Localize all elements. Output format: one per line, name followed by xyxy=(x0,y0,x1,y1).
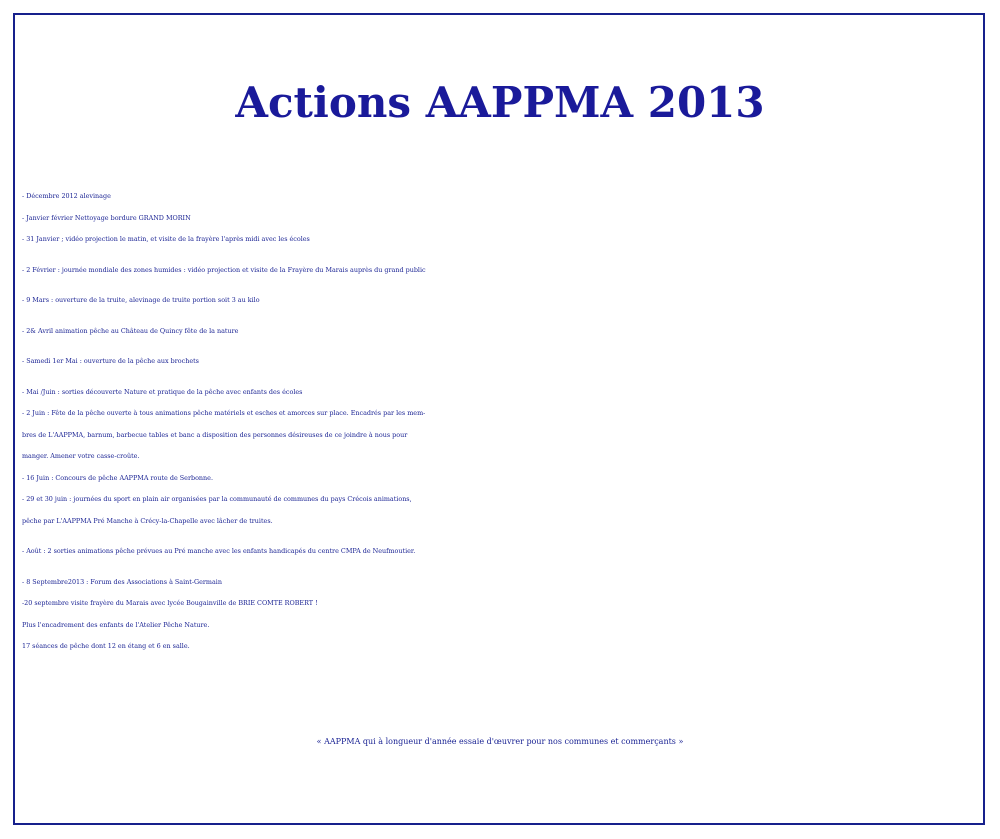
actions-list xyxy=(22,186,982,658)
list-item: - 9 Mars : ouverture de la truite, alevinage de truite portion soit 3 au kilo xyxy=(22,296,260,304)
page-title: Actions AAPPMA 2013 xyxy=(235,78,765,127)
list-item: -20 septembre visite frayère du Marais avec lycée Bougainville de BRIE COMTE ROBERT ! xyxy=(22,599,318,607)
list-item: - 8 Septembre2013 : Forum des Associations à Saint-Germain xyxy=(22,577,222,586)
closing-quote: « AAPPMA qui à longueur d'année essaie d'œuvrer pour nos communes et commerçants » xyxy=(316,737,684,746)
list-item: - Janvier février Nettoyage bordure GRAND MORIN xyxy=(22,213,191,222)
list-item: Plus l'encadrement des enfants de l'Atelier Pêche Nature. xyxy=(22,620,210,629)
list-item: - Mai /Juin : sorties découverte Nature et pratique de la pêche avec enfants des écoles xyxy=(22,387,303,396)
list-item: 17 séances de pêche dont 12 en étang et 6 en salle. xyxy=(22,642,190,650)
list-item: - 16 Juin : Concours de pêche AAPPMA route de Serbonne. xyxy=(22,473,213,482)
list-item: - Samedi 1er Mai : ouverture de la pêche aux brochets xyxy=(22,357,199,365)
list-item: - 31 Janvier ; vidéo projection le matin, et visite de la frayère l'après midi avec les écoles xyxy=(22,235,310,243)
list-item: pêche par L'AAPPMA Pré Manche à Crécy-la-Chapelle avec lâcher de truites. xyxy=(22,516,273,525)
list-item: manger. Amener votre casse-croûte. xyxy=(22,452,140,460)
list-item: - Août : 2 sorties animations pêche prévues au Pré manche avec les enfants handicapés du centre CMPA de Neufmoutier. xyxy=(22,547,416,555)
list-item: - 2 Juin : Fête de la pêche ouverte à tous animations pêche matériels et esches et amorces sur place. Encadrés par les mem- xyxy=(22,409,426,417)
list-item: - 29 et 30 juin : journées du sport en plain air organisées par la communauté de communes du pays Crécois animations, xyxy=(22,495,412,503)
list-item: bres de L'AAPPMA, barnum, barbecue tables et banc a disposition des personnes désireuses de ce joindre à nous pour xyxy=(22,430,408,439)
list-item: - 2 Février : journée mondiale des zones humides : vidéo projection et visite de la Frayère du Marais auprès du grand public xyxy=(22,265,426,274)
list-item: - Décembre 2012 alevinage xyxy=(22,192,111,200)
list-item: - 2& Avril animation pêche au Château de Quincy fête de la nature xyxy=(22,326,239,335)
